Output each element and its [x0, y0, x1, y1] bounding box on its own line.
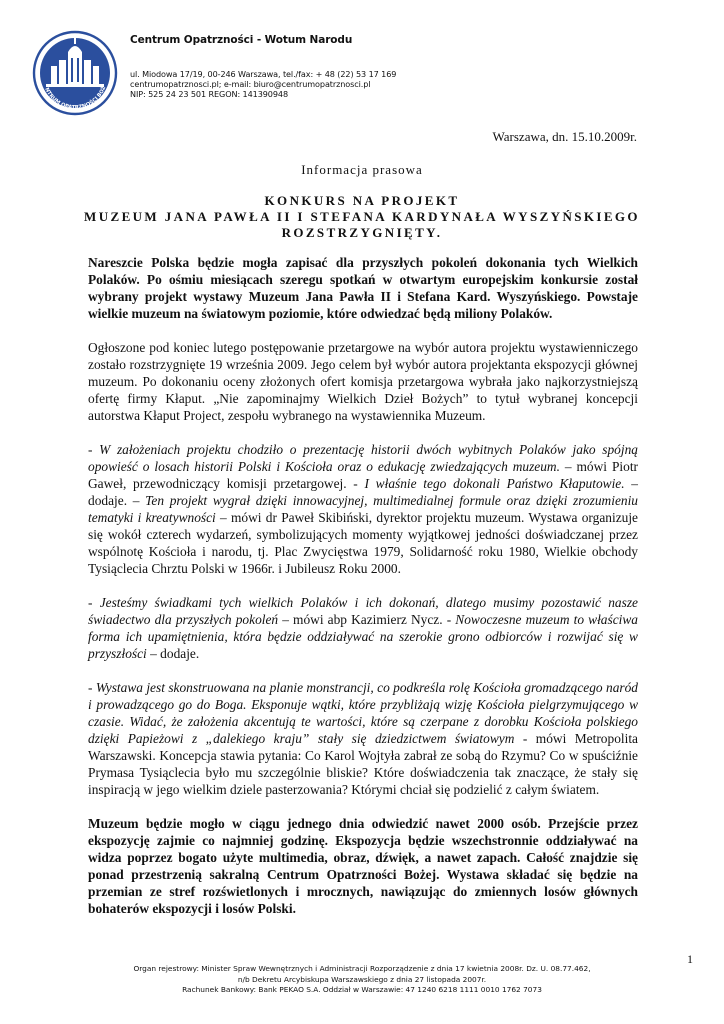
quote: I właśnie tego dokonali Państwo Kłaputowie.	[357, 476, 625, 491]
quote: Nowoczesne muzeum to właściwa forma ich upamiętnienia, która będzie oddziaływać na szerokie grono odbiorców i rozwijać się w przyszłości	[88, 612, 638, 661]
attribution: – dodaje. –	[88, 476, 639, 508]
address-line: ul. Miodowa 17/19, 00-246 Warszawa, tel./fax: + 48 (22) 53 17 169	[130, 69, 397, 79]
footer-bank-line: Rachunek Bankowy: Bank PEKAO S.A. Oddział w Warszawie: 47 1240 6218 1111 0010 1762 7073	[182, 985, 542, 994]
quote: - Wystawa jest skonstruowana na planie monstrancji, co podkreśla rolę Kościoła gromadzącego naród i prowadzącego go do Boga. Eksponuje wątki, które przybliżają wizję Kościoła pielgrzymującego w czasie. Widać, że założenia akcentują te wartości, które są czerpane z dorobku Kościoła polskiego dzięki Papieżowi z „dalekiego kraju” stały się dziedzictwem światowym	[88, 680, 638, 746]
attribution: – dodaje.	[146, 646, 200, 661]
page-number: 1	[687, 952, 693, 966]
org-address	[130, 69, 396, 99]
document-date: Warszawa, dn. 15.10.2009r.	[492, 129, 637, 144]
quote: Ten projekt wygrał dzięki innowacyjnej, multimedialnej formule oraz dzięki zrozumieniu tematyki i kreatywności	[88, 493, 638, 525]
paragraph-visitors: Muzeum będzie mogło w ciągu jednego dnia odwiedzić nawet 2000 osób. Przejście przez ekspozycję zajmie co najmniej godzinę. Ekspozycja będzie wszechstronnie oddziaływać na widza poprzez bogato użyte multimedia, obraz, dźwięk, a nawet zapach. Całość znajdzie się ponad przestrzenią sakralną Centrum Opatrzności Bożej. Wystawa składać się będzie na przemian ze stref rozświetlonych i mrocznych, nawiązując do zmiennych losów głównych bohaterów ekspozycji i losów Polski.	[88, 816, 638, 916]
attribution: – mówi abp Kazimierz Nycz. -	[278, 612, 452, 627]
page-footer	[0, 964, 724, 996]
centrum-opatrznosci-logo	[32, 30, 118, 116]
title-line-1: KONKURS NA PROJEKT	[264, 193, 460, 208]
paragraph-quotes-gawel	[88, 441, 638, 577]
attribution: – mówi dr Paweł Skibiński, dyrektor projektu muzeum. Wystawa organizuje się wokół czterech wydarzeń, symbolizujących momenty wyjątkowej jedności doświadczanej przez wspólnotę Kościoła i narodu, tj. Plac Zwycięstwa 1979, Solidarność roku 1980, Wielkie obchody Tysiąclecia Chrztu Polski w 1966r. i Jubileusz Roku 2000.	[88, 510, 638, 576]
attribution: - mówi Metropolita Warszawski. Koncepcja stawia pytania: Co Karol Wojtyła zabrał ze sobą do Rzymu? Co w spuściźnie Prymasa Tysiąclecia było mu szczególnie bliskie? Które doświadczenia tak znaczące, że stały się inspiracją w jego wielkim dziele pasterzowania? Którymi chciał się podzielić z całym światem.	[88, 731, 638, 797]
footer-decree-line: n/b Dekretu Arcybiskupa Warszawskiego z dnia 27 listopada 2007r.	[237, 974, 487, 984]
document-body	[88, 254, 638, 934]
attribution: – mówi Piotr Gaweł, przewodniczący komisji przetargowej. -	[88, 459, 638, 491]
title-line-3: ROZSTRZYGNIĘTY.	[281, 225, 443, 240]
press-release-label: Informacja prasowa	[301, 162, 423, 177]
footer-registry-line: Organ rejestrowy: Minister Spraw Wewnętrznych i Administracji Rozporządzenie z dnia 17 kwietnia 2008r. Dz. U. 08.77.462,	[133, 964, 591, 973]
document-title	[60, 193, 664, 241]
quote: - Jesteśmy świadkami tych wielkich Polaków i ich dokonań, dlatego musimy pozostawić nasze świadectwo dla przyszłych pokoleń	[88, 595, 638, 627]
paragraph-monstrance	[88, 679, 638, 798]
lead-paragraph: Nareszcie Polska będzie mogła zapisać dla przyszłych pokoleń dokonania tych Wielkich Polaków. Po ośmiu miesiącach szeregu spotkań w otwartym europejskim konkursie został wybrany projekt wystawy Muzeum Jana Pawła II i Stefana Kard. Wyszyńskiego. Powstaje wielkie muzeum na światowym poziomie, które odwiedzać będą miliony Polaków.	[88, 255, 638, 321]
org-name: Centrum Opatrzności - Wotum Narodu	[130, 34, 353, 46]
quote: - W założeniach projektu chodziło o prezentację historii dwóch wybitnych Polaków jako spójną opowieść o losach historii Polski i Kościoła oraz o edukację zwiedzających muzeum.	[88, 442, 638, 474]
title-line-2: MUZEUM JANA PAWŁA II I STEFANA KARDYNAŁA WYSZYŃSKIEGO	[84, 209, 640, 224]
contact-line: centrumopatrznosci.pl; e-mail: biuro@centrumopatrznosci.pl	[130, 79, 371, 89]
paragraph-tender: Ogłoszone pod koniec lutego postępowanie przetargowe na wybór autora projektu wystawienniczego zostało rozstrzygnięte 19 września 2009. Jego celem był wybór autora projektanta ekspozycji głównej muzeum. Po dokonaniu oceny złożonych ofert komisja przetargowa wybrała jako najkorzystniejszą ofertę firmy Kłaput. „Nie zapominajmy Wielkich Dzieł Bożych” to tytuł wybranej koncepcji autorstwa Kłaput Project, zespołu wybranego na wystawiennika Muzeum.	[88, 340, 638, 423]
logo-caption: NTRUM OPATRZNOŚCI BOŻ	[43, 85, 108, 111]
tax-ids-line: NIP: 525 24 23 501 REGON: 141390948	[130, 89, 288, 99]
paragraph-quotes-nycz	[88, 594, 638, 662]
